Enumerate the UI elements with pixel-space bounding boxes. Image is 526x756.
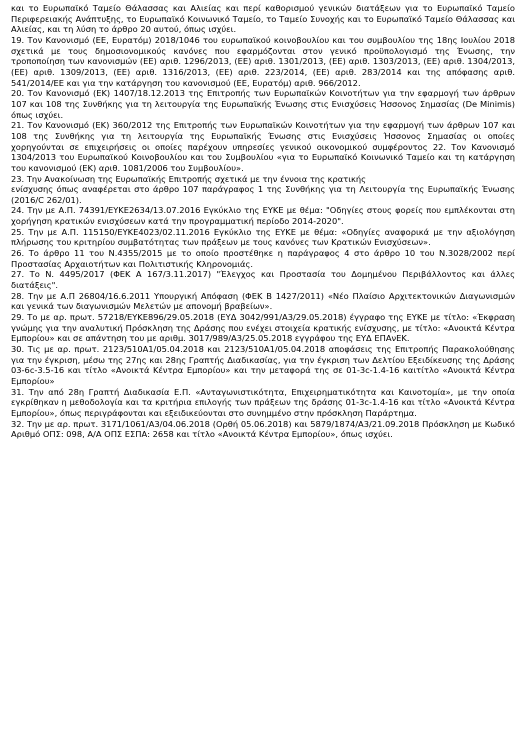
para-item-23: 23. Την Ανακοίνωση της Ευρωπαϊκής Επιτροπής σχετικά με την έννοια της κρατικής: [11, 173, 367, 184]
para-item-28: 28. Την με Α.Π 26804/16.6.2011 Υπουργική Απόφαση (ΦΕΚ Β 1427/2011) «Νέο Πλαίσιο Αρχιτεκτονικών Διαγωνισμών και γενικά των διαγωνισμών Μελετών με απονομή βραβείων».: [11, 290, 515, 312]
para-item-30: 30. Τις με αρ. πρωτ. 2123/510Α1/05.04.2018 και 2123/510Α1/05.04.2018 αποφάσεις της Επιτροπής Παρακολούθησης για την έγκριση, μέσω της 27ης και 28ης Γραπτής Διαδικασίας, για την έγκριση των Δελτίου Εξειδίκευσης της Δράσης 03-6c-3.5-16 και τίτλο «Ανοικτά Κέντρα Εμπορίου» και την μεταφορά της σε 01-3c-1.4-16 καιτίτλο «Ανοικτά Κέντρα Εμπορίου»: [11, 344, 515, 386]
para-item-32: 32. Την με αρ. πρωτ. 3171/1061/Α3/04.06.2018 (Ορθή 05.06.2018) και 5879/1874/Α3/21.09.2018 Πρόσκληση με Κωδικό Αριθμό ΟΠΣ: 098, Α/Α ΟΠΣ ΕΣΠΑ: 2658 και τίτλο «Ανοικτά Κέντρα Εμπορίου», όπως ισχύει.: [11, 418, 515, 440]
para-item-25: 25. Την με Α.Π. 115150/ΕΥΚΕ4023/02.11.2016 Εγκύκλιο της ΕΥΚΕ με θέμα: «Οδηγίες αναφορικά με την αξιολόγηση πλήρωσης του κριτηρίου συμβατότητας των πράξεων με τους κανόνες των Κρατικών Ενισχύσεων».: [11, 226, 515, 248]
para-item-29: 29. Το με αρ. πρωτ. 57218/ΕΥΚΕ896/29.05.2018 (ΕΥΔ 3042/991/Α3/29.05.2018) έγγραφο της ΕΥΚΕ με τίτλο: «Έκφραση γνώμης για την αναλυτική Πρόσκληση της Δράσης που ενέχει στοιχεία κρατικής ενίσχυσης, με τίτλο: «Ανοικτά Κέντρα Εμπορίου» και σε απάντηση του με αριθμ. 3017/989/Α3/25.05.2018 εγγράφου της ΕΥΔ ΕΠΑνΕΚ.: [11, 312, 515, 344]
para-item-24: 24. Την με Α.Π. 74391/ΕΥΚΕ2634/13.07.2016 Εγκύκλιο της ΕΥΚΕ με θέμα: "Οδηγίες στους φορείς που εμπλέκονται στη χορήγηση κρατικών ενισχύσεων κατά την προγραμματική περίοδο 2014-2020".: [11, 205, 515, 227]
para-item-21-22: 21. Τον Κανονισμό (ΕΚ) 360/2012 της Επιτροπής των Ευρωπαϊκών Κοινοτήτων για την εφαρμογή των άρθρων 107 και 108 της Συνθήκης για τη λειτουργία της Ευρωπαϊκής Ένωσης στις Ενισχύσεις Ήσσονος Σημασίας οι οποίες χορηγούνται σε επιχειρήσεις οι οποίες παρέχουν υπηρεσίες γενικού οικονομικού συμφέροντος 22. Τον Κανονισμό 1304/2013 του Ευρωπαϊκού Κοινοβουλίου και του Συμβουλίου «για το Ευρωπαϊκό Κοινωνικό Ταμείο και τη κατάργηση του κανονισμού (ΕΚ) αριθ. 1081/2006 του Συμβουλίου».: [11, 120, 515, 173]
para-item-31: 31. Την από 28η Γραπτή Διαδικασία Ε.Π. «Ανταγωνιστικότητα, Επιχειρηματικότητα και Καινοτομία», με την οποία εγκρίθηκαν η μεθοδολογία και τα κριτήρια επιλογής των πράξεων της δράσης 01-3c-1.4-16 και τίτλο «Ανοικτά Κέντρα Εμπορίου», όπως περιγράφονται και εξειδικεύονται στο συνημμένο στην πρόσκληση Παράρτημα.: [11, 386, 515, 418]
para-intro-continuation: και το Ευρωπαϊκό Ταμείο Θάλασσας και Αλιείας και περί καθορισμού γενικών διατάξεων για το Ευρωπαϊκό Ταμείο Περιφερειακής Ανάπτυξης, το Ευρωπαϊκό Κοινωνικό Ταμείο, το Ταμείο Συνοχής και το Ευρωπαϊκό Ταμείο Θάλασσας και Αλιείας, και τη λύση το άρθρο 20 αυτού, όπως ισχύει.: [11, 3, 515, 35]
para-item-19: 19. Τον Κανονισμό (ΕΕ, Ευρατόμ) 2018/1046 του ευρωπαϊκού κοινοβουλίου και του συμβουλίου της 18ης Ιουλίου 2018 σχετικά με τους δημοσιονομικούς κανόνες που εφαρμόζονται στον γενικό προϋπολογισμό της Ένωσης, την τροποποίηση των κανονισμών (ΕΕ) αριθ. 1296/2013, (ΕΕ) αριθ. 1301/2013, (ΕΕ) αριθ. 1303/2013, (ΕΕ) αριθ. 1304/2013, (ΕΕ) αριθ. 1309/2013, (ΕΕ) αριθ. 1316/2013, (ΕΕ) αριθ. 223/2014, (ΕΕ) αριθ. 283/2014 και της απόφασης αριθ. 541/2014/ΕΕ και για την κατάργηση του κανονισμού (ΕΕ, Ευρατόμ) αριθ. 966/2012.: [11, 34, 515, 88]
para-item-23-continued: ενίσχυσης όπως αναφέρεται στο άρθρο 107 παράγραφος 1 της Συνθήκης για τη Λειτουργία της Ευρωπαϊκής Ένωσης (2016/C 262/01).: [11, 184, 515, 205]
para-item-20: 20. Τον Κανονισμό (ΕΚ) 1407/18.12.2013 της Επιτροπής των Ευρωπαϊκών Κοινοτήτων για την εφαρμογή των άρθρων 107 και 108 της Συνθήκης για τη λειτουργία της Ευρωπαϊκής Ένωσης στις Ενισχύσεις Ήσσονος Σημασίας (De Minimis) όπως ισχύει.: [11, 88, 515, 120]
para-item-26: 26. Το άρθρο 11 του Ν.4355/2015 με το οποίο προστέθηκε η παράγραφος 4 στο άρθρο 10 του Ν.3028/2002 περί Προστασίας Αρχαιοτήτων και Πολιτιστικής Κληρονομιάς.: [11, 248, 515, 269]
para-item-27: 27. Το Ν. 4495/2017 (ΦΕΚ Α 167/3.11.2017) "Έλεγχος και Προστασία του Δομημένου Περιβάλλοντος και άλλες διατάξεις".: [11, 269, 515, 291]
